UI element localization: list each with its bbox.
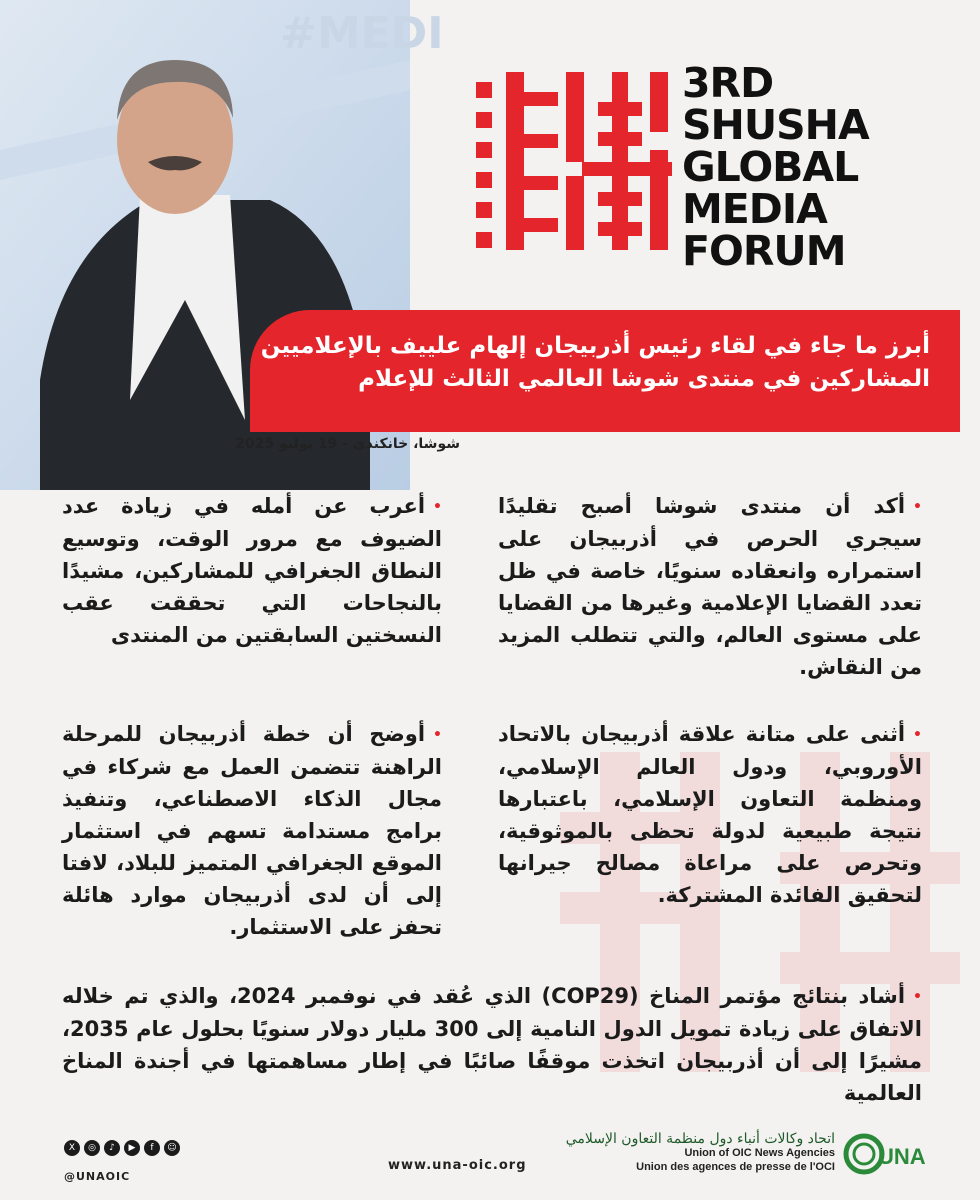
facebook-icon[interactable]: f [144, 1140, 160, 1156]
una-logo-text: UNA [878, 1144, 926, 1169]
social-handle[interactable]: @UNAOIC [64, 1170, 131, 1183]
bullet-icon: • [913, 727, 922, 743]
bullet-icon: • [913, 989, 922, 1005]
snapchat-icon[interactable]: ☺ [164, 1140, 180, 1156]
paragraph-text: أكد أن منتدى شوشا أصبح تقليدًا سيجري الحرص في أذربيجان على استمراره وانعقاده سنويًا، خاصة في ظل تعدد القضايا الإعلامية وغيرها من القضايا على مستوى العالم، والتي تتطلب المزيد من النقاش. [498, 494, 922, 679]
una-logo [842, 1126, 932, 1182]
bullet-icon: • [433, 727, 442, 743]
forum-title-line: SHUSHA [682, 101, 869, 149]
forum-title-line: GLOBAL [682, 143, 859, 191]
forum-title-line: FORUM [682, 227, 846, 275]
instagram-icon[interactable]: ◎ [84, 1140, 100, 1156]
website-link[interactable]: www.una-oic.org [388, 1158, 527, 1173]
youtube-icon[interactable]: ▶ [124, 1140, 140, 1156]
paragraph-2 [62, 490, 442, 651]
paragraph-5 [62, 980, 922, 1109]
headline-line: أبرز ما جاء في لقاء رئيس أذربيجان إلهام علييف بالإعلاميين [260, 333, 930, 359]
social-icons [64, 1140, 180, 1156]
backdrop-text: #MEDI [280, 8, 444, 59]
una-org-name [566, 1132, 835, 1174]
tiktok-icon[interactable]: ♪ [104, 1140, 120, 1156]
org-name-english: Union of OIC News Agencies [684, 1147, 835, 1159]
paragraph-text: أثنى على متانة علاقة أذربيجان بالاتحاد الأوروبي، ودول العالم الإسلامي، ومنظمة التعاون الإسلامي، باعتبارها نتيجة طبيعية لدولة تحظى بالموثوقية، وتحرص على مراعاة مصالح جيرانها لتحقيق الفائدة المشتركة. [498, 722, 922, 907]
org-name-french: Union des agences de presse de l'OCI [636, 1161, 835, 1173]
bullet-icon: • [913, 499, 922, 515]
paragraph-text: أوضح أن خطة أذربيجان للمرحلة الراهنة تتضمن العمل مع شركاء في مجال الذكاء الاصطناعي، وتنفيذ برامج مستدامة تسهم في استثمار الموقع الجغرافي المتميز للبلاد، لافتا إلى أن لدى أذربيجان موارد هائلة تحفز على الاستثمار. [62, 722, 442, 939]
paragraph-text: أشاد بنتائج مؤتمر المناخ (COP29) الذي عُقد في نوفمبر 2024، والذي تم خلاله الاتفاق على زيادة تمويل الدول النامية إلى 300 مليار دولار سنويًا بحلول عام 2035، مشيرًا إلى أن أذربيجان اتخذت موقفًا صائبًا في إطار مساهمتها في أجندة المناخ العالمية [62, 984, 922, 1105]
forum-title [682, 59, 869, 275]
paragraph-3 [498, 718, 922, 911]
paragraph-text: أعرب عن أمله في زيادة عدد الضيوف مع مرور الوقت، وتوسيع النطاق الجغرافي للمشاركين، مشيدًا بالنجاحات التي تحققت عقب النسختين السابقتين من المنتدى [62, 494, 442, 647]
headline-banner [250, 310, 960, 432]
org-name-arabic: اتحاد وكالات أنباء دول منظمة التعاون الإسلامي [565, 1131, 835, 1147]
shusha-forum-logo [470, 72, 680, 250]
headline-line: المشاركين في منتدى شوشا العالمي الثالث للإعلام [358, 366, 930, 392]
x-icon[interactable]: X [64, 1140, 80, 1156]
forum-title-line: MEDIA [682, 185, 827, 233]
bullet-icon: • [433, 499, 442, 515]
dateline: شوشا، خانكندي - 19 يوليو 2025 [235, 436, 460, 452]
paragraph-1 [498, 490, 922, 683]
forum-title-line: 3RD [682, 59, 774, 107]
paragraph-4 [62, 718, 442, 943]
headline [261, 330, 930, 396]
